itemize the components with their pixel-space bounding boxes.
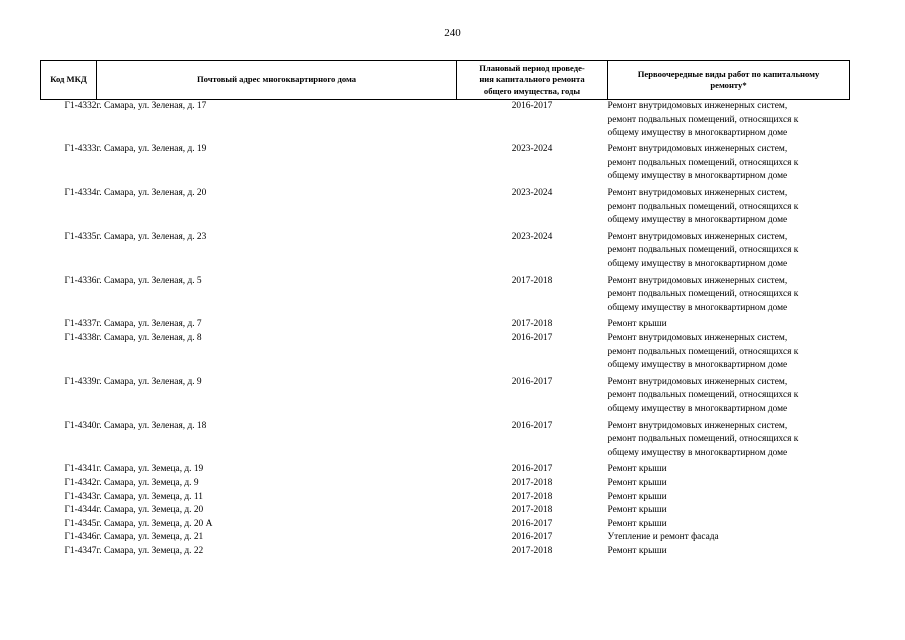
table-row bbox=[41, 318, 850, 332]
table-row bbox=[41, 491, 850, 505]
repair-period: 2016-2017 bbox=[511, 420, 553, 431]
priority-works bbox=[608, 491, 850, 505]
postal-address: г. Самара, ул. Земеца, д. 21 bbox=[96, 532, 204, 543]
work-line: ремонт подвальных помещений, относящихся к bbox=[607, 289, 799, 300]
table-row bbox=[41, 332, 850, 376]
work-line: Ремонт внутридомовых инженерных систем, bbox=[607, 376, 788, 387]
work-line: общему имуществу в многоквартирном доме bbox=[607, 215, 788, 226]
postal-address: г. Самара, ул. Зеленая, д. 7 bbox=[96, 319, 202, 330]
work-line: Ремонт крыши bbox=[607, 505, 667, 516]
postal-address: г. Самара, ул. Зеленая, д. 8 bbox=[96, 333, 202, 344]
repair-period: 2016-2017 bbox=[511, 532, 553, 543]
work-line: Ремонт внутридомовых инженерных систем, bbox=[607, 420, 788, 431]
repair-period: 2017-2018 bbox=[511, 505, 553, 516]
table-row bbox=[41, 275, 850, 319]
priority-works bbox=[608, 332, 850, 376]
postal-address: г. Самара, ул. Зеленая, д. 20 bbox=[96, 188, 207, 199]
work-line: Ремонт крыши bbox=[607, 518, 667, 529]
mkd-code: Г1-4342 bbox=[64, 478, 97, 489]
priority-works bbox=[608, 518, 850, 532]
repair-period: 2023-2024 bbox=[511, 144, 553, 155]
mkd-code: Г1-4336 bbox=[64, 275, 97, 286]
registry-table bbox=[40, 60, 850, 559]
work-line: Ремонт крыши bbox=[607, 491, 667, 502]
work-line: ремонт подвальных помещений, относящихся к bbox=[607, 157, 799, 168]
repair-period: 2023-2024 bbox=[511, 231, 553, 242]
table-row bbox=[41, 545, 850, 559]
work-line: Ремонт внутридомовых инженерных систем, bbox=[607, 231, 788, 242]
work-line: Ремонт крыши bbox=[607, 319, 667, 330]
priority-works bbox=[608, 100, 850, 144]
work-line: ремонт подвальных помещений, относящихся к bbox=[607, 434, 799, 445]
mkd-code: Г1-4343 bbox=[64, 491, 97, 502]
work-line: Утепление и ремонт фасада bbox=[607, 532, 719, 543]
repair-period: 2016-2017 bbox=[511, 101, 553, 111]
priority-works bbox=[608, 477, 850, 491]
mkd-code: Г1-4346 bbox=[64, 532, 97, 543]
work-line: Ремонт внутридомовых инженерных систем, bbox=[607, 333, 788, 344]
work-line: общему имуществу в многоквартирном доме bbox=[607, 259, 788, 270]
table-row bbox=[41, 463, 850, 477]
header-period-line: Плановый период проведе- bbox=[479, 62, 585, 73]
header-code: Код МКД bbox=[41, 61, 97, 100]
priority-works bbox=[608, 531, 850, 545]
table-row bbox=[41, 531, 850, 545]
table-row bbox=[41, 504, 850, 518]
mkd-code: Г1-4335 bbox=[64, 231, 97, 242]
repair-period: 2016-2017 bbox=[511, 518, 553, 529]
mkd-code: Г1-4338 bbox=[64, 333, 97, 344]
postal-address: г. Самара, ул. Зеленая, д. 17 bbox=[96, 101, 207, 111]
header-period bbox=[457, 61, 608, 100]
work-line: Ремонт внутридомовых инженерных систем, bbox=[607, 144, 788, 155]
mkd-code: Г1-4341 bbox=[64, 464, 97, 475]
postal-address: г. Самара, ул. Земеца, д. 20 bbox=[96, 505, 204, 516]
repair-period: 2017-2018 bbox=[511, 275, 553, 286]
table-row bbox=[41, 376, 850, 420]
work-line: Ремонт внутридомовых инженерных систем, bbox=[607, 275, 788, 286]
table-row bbox=[41, 518, 850, 532]
repair-period: 2017-2018 bbox=[511, 478, 553, 489]
work-line: общему имуществу в многоквартирном доме bbox=[607, 360, 788, 371]
table-row bbox=[41, 187, 850, 231]
header-works-line: Первоочередные виды работ по капитальному bbox=[637, 68, 820, 79]
work-line: общему имуществу в многоквартирном доме bbox=[607, 128, 788, 139]
repair-period: 2017-2018 bbox=[511, 491, 553, 502]
work-line: общему имуществу в многоквартирном доме bbox=[607, 404, 788, 415]
priority-works bbox=[608, 376, 850, 420]
work-line: ремонт подвальных помещений, относящихся к bbox=[607, 114, 799, 125]
work-line: Ремонт крыши bbox=[607, 478, 667, 489]
priority-works bbox=[608, 275, 850, 319]
repair-period: 2017-2018 bbox=[511, 546, 553, 557]
work-line: Ремонт крыши bbox=[607, 464, 667, 475]
mkd-code: Г1-4344 bbox=[64, 505, 97, 516]
postal-address: г. Самара, ул. Земеца, д. 20 А bbox=[96, 518, 213, 529]
table-row bbox=[41, 477, 850, 491]
work-line: ремонт подвальных помещений, относящихся к bbox=[607, 346, 799, 357]
table-body bbox=[41, 100, 850, 559]
work-line: Ремонт внутридомовых инженерных систем, bbox=[607, 188, 788, 199]
priority-works bbox=[608, 231, 850, 275]
repair-period: 2016-2017 bbox=[511, 464, 553, 475]
table-row bbox=[41, 231, 850, 275]
priority-works bbox=[608, 504, 850, 518]
mkd-code: Г1-4337 bbox=[64, 319, 97, 330]
header-works bbox=[608, 61, 850, 100]
work-line: общему имуществу в многоквартирном доме bbox=[607, 447, 788, 458]
page-number: 240 bbox=[444, 27, 461, 39]
work-line: Ремонт внутридомовых инженерных систем, bbox=[607, 101, 788, 111]
postal-address: г. Самара, ул. Земеца, д. 22 bbox=[96, 546, 204, 557]
mkd-code: Г1-4333 bbox=[64, 144, 97, 155]
table-row bbox=[41, 143, 850, 187]
repair-period: 2016-2017 bbox=[511, 376, 553, 387]
mkd-code: Г1-4340 bbox=[64, 420, 97, 431]
mkd-code: Г1-4334 bbox=[64, 188, 97, 199]
header-period-line: ния капитального ремонта bbox=[479, 74, 585, 85]
work-line: ремонт подвальных помещений, относящихся к bbox=[607, 245, 799, 256]
priority-works bbox=[608, 463, 850, 477]
mkd-code: Г1-4339 bbox=[64, 376, 97, 387]
postal-address: г. Самара, ул. Земеца, д. 19 bbox=[96, 464, 204, 475]
work-line: Ремонт крыши bbox=[607, 546, 667, 557]
postal-address: г. Самара, ул. Земеца, д. 9 bbox=[96, 478, 199, 489]
table-row bbox=[41, 100, 850, 144]
work-line: ремонт подвальных помещений, относящихся к bbox=[607, 201, 799, 212]
header-period-line: общего имущества, годы bbox=[483, 85, 581, 96]
work-line: общему имуществу в многоквартирном доме bbox=[607, 302, 788, 313]
postal-address: г. Самара, ул. Зеленая, д. 23 bbox=[96, 231, 207, 242]
mkd-code: Г1-4332 bbox=[64, 101, 97, 111]
repair-period: 2017-2018 bbox=[511, 319, 553, 330]
priority-works bbox=[608, 545, 850, 559]
mkd-code: Г1-4347 bbox=[64, 546, 97, 557]
mkd-code: Г1-4345 bbox=[64, 518, 97, 529]
work-line: ремонт подвальных помещений, относящихся к bbox=[607, 390, 799, 401]
repair-period: 2016-2017 bbox=[511, 333, 553, 344]
priority-works bbox=[608, 143, 850, 187]
postal-address: г. Самара, ул. Зеленая, д. 19 bbox=[96, 144, 207, 155]
table-row bbox=[41, 420, 850, 464]
repair-period: 2023-2024 bbox=[511, 188, 553, 199]
postal-address: г. Самара, ул. Земеца, д. 11 bbox=[96, 491, 203, 502]
postal-address: г. Самара, ул. Зеленая, д. 9 bbox=[96, 376, 202, 387]
postal-address: г. Самара, ул. Зеленая, д. 5 bbox=[96, 275, 202, 286]
header-address: Почтовый адрес многоквартирного дома bbox=[97, 61, 457, 100]
priority-works bbox=[608, 318, 850, 332]
work-line: общему имуществу в многоквартирном доме bbox=[607, 171, 788, 182]
priority-works bbox=[608, 420, 850, 464]
postal-address: г. Самара, ул. Зеленая, д. 18 bbox=[96, 420, 207, 431]
table-header bbox=[41, 61, 850, 100]
header-works-line: ремонту* bbox=[710, 80, 747, 90]
priority-works bbox=[608, 187, 850, 231]
